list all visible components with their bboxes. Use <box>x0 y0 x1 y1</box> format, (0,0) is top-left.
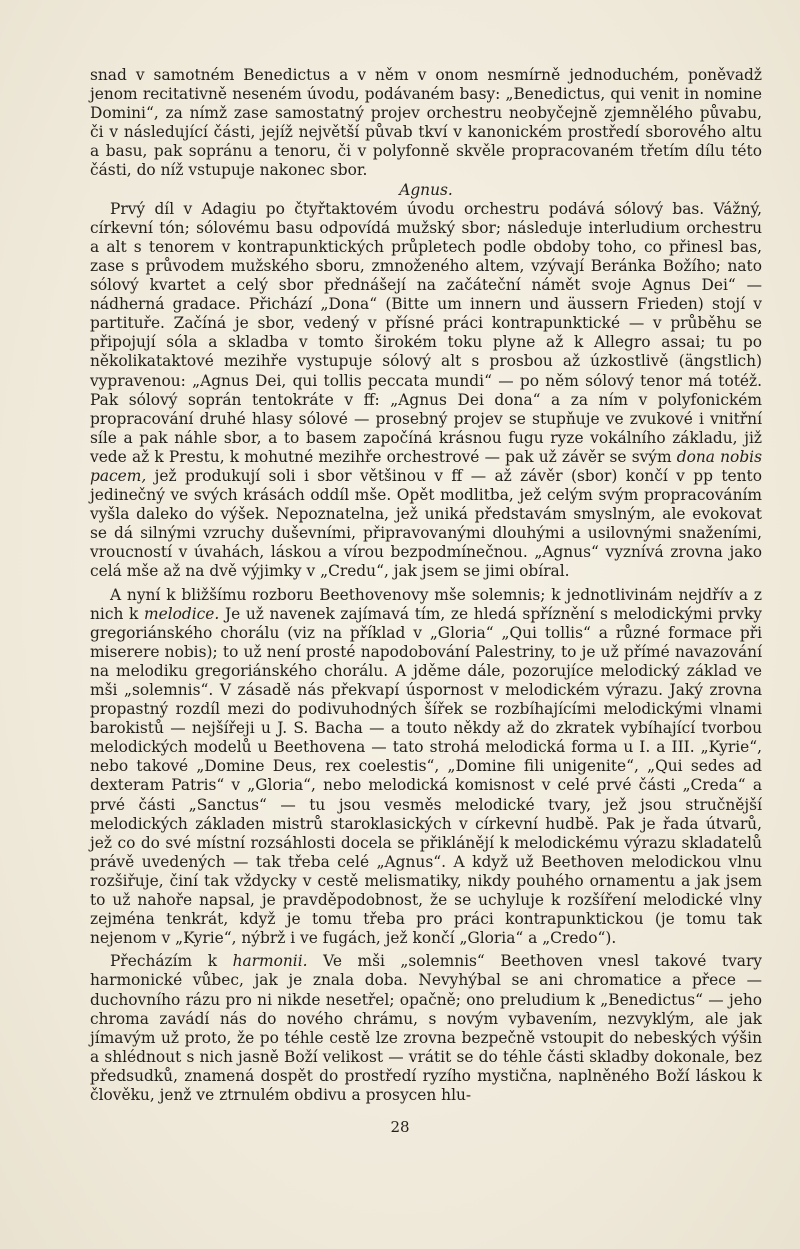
paragraph-melodika-part-a: A nyní k bližšímu rozboru Beethovenovy mše solemnis; k jednotlivinám nejdřív a z nich k <box>90 585 762 623</box>
italic-dona-nobis-pacem: dona nobis pacem, <box>90 447 762 485</box>
paragraph-harmonie-part-b: Ve mši „solemnis“ Beethoven vnesl takové tvary harmonické vůbec, jak je znala doba. Nevyhýbal se ani chromatice a přece — duchovního rázu pro ni nikde nesetřel; opačně; ono preludium k „Benedictus“ — jeho chroma zavádí nás do nového chrámu, s novým vybavením, nezvyklým, ale jak jímavým už proto, že po téhle cestě lze zrovna bezpečně vstoupit do nebeských výšin a shlédnout s nich jasně Boží velikost — vrátit se do téhle části skladby dokonale, bez předsudků, znamená dospět do prostředí ryzího mystična, naplněného Boží láskou k člověku, jenž ve ztrnulém obdivu a prosycen hlu- <box>90 952 763 1104</box>
page-number: 28 <box>390 1118 410 1136</box>
paragraph-melodika-part-b: Je už navenek zajímavá tím, ze hledá spříznění s melodickými prvky gregoriánského chorálu (viz na příklad v „Gloria“ „Qui tollis“ a různé formace při miserere nobis); to už není prosté napodobování Palestriny, to je už přímé navazování na melodiku gregoriánského chorálu. A jděme dále, pozorujíce melodický základ ve mši „solemnis“. V zásadě nás překvapí úspornost v melodickém výrazu. Jaký zrovna propastný rozdíl mezi do podivuhodných šířek se rozbíhajícími melodickými vlnami barokistů — nejšířeji u J. S. Bacha — a touto někdy až do zkratek vybíhající tvorbou melodických modelů u Beethovena — tato strohá melodická forma u I. a III. „Kyrie“, nebo takové „Domine Deus, rex coelestis“, „Domine fili unigenite“, „Qui sedes ad dexteram Patris“ v „Gloria“, nebo melodická komisnost v celé prvé části „Creda“ a prvé části „Sanctus“ — tu jsou vesměs melodické tvary, jež jsou stručnější melodických základen mistrů staroklasických v církevní hudbě. Pak je řada útvarů, jež co do své místní rozsáhlosti docela se přiklánějí k melodickému výrazu skladatelů právě uvedených — tak třeba celé „Agnus“. A když už Beethoven melodickou vlnu rozšiřuje, činí tak vždycky v cestě melismatiky, nikdy pouhého ornamentu a jak jsem to už nahoře napsal, je pravděpodobnost, že se uchyluje k rozšíření melodické vlny zejména tenkrát, když je tomu třeba pro práci kontrapunktickou (je tomu tak nejenom v „Kyrie“, nýbrž i ve fugách, jež končí „Gloria“ a „Credo“). <box>90 604 763 948</box>
paragraph-agnus-part-a: Prvý díl v Adagiu po čtyřtaktovém úvodu orchestru podává sólový bas. Vážný, církevní tón; sólovému basu odpovídá mužský sbor; následuje interludium orchestru a alt s tenorem v kontrapunktických průpletech podle obdoby toho, co přinesl bas, zase s průvodem mužského sboru, zmnoženého altem, vzývají Beránka Božího; nato sólový kvartet a celý sbor přednášejí na začáteční námět svoje Agnus Dei“ — nádherná gradace. Přichází „Dona“ (Bitte um innern und äussern Frieden) stojí v partituře. Začíná je sbor, vedený v přísné práci kontrapunktické — v průběhu se připojují sóla a skladba v tomto širokém toku plyne až k Allegro assai; tu po několikataktové mezihře vystupuje sólový alt s prosbou až úzkostlivě (ängstlich) vypravenou: „Agnus Dei, qui tollis peccata mundi“ — po něm sólový tenor má totéž. Pak sólový soprán tentokráte v ff: „Agnus Dei dona“ a za ním v polyfonickém propracování druhé hlasy sólové — prosebný projev se stupňuje ve zvukové i vnitřní síle a pak náhle sbor, a to basem započíná krásnou fugu ryze vokálního základu, již vede až k Prestu, k mohutné mezihře orchestrové — pak už závěr se svým <box>90 199 762 466</box>
italic-harmonii: harmonii. <box>232 952 308 971</box>
paragraph-harmonie-part-a: Přecházím k <box>110 952 233 971</box>
paragraph-melodika <box>90 586 762 949</box>
page-body <box>90 66 762 1105</box>
italic-melodice: melodice. <box>144 604 220 623</box>
paragraph-agnus-part-b: jež produkují soli i sbor většinou v ff — až závěr (sbor) končí v pp tento jedinečný ve svých krásách oddíl mše. Opět modlitba, jež celým svým propracováním vyšla daleko do výšek. Nepoznatelna, jež uniká představám smyslným, ale evokovat se dá silnými vzruchy duševními, připravovanými dlouhými a usilovnými snaženími, vroucností v úvahách, láskou a vírou bezpodmínečnou. „Agnus“ vyznívá zrovna jako celá mše až na dvě výjimky v „Credu“, jak jsem se jimi obíral. <box>90 466 762 581</box>
paragraph-agnus <box>90 200 762 582</box>
section-heading-agnus: Agnus. <box>399 180 453 199</box>
paragraph-benedictus: snad v samotném Benedictus a v něm v onom nesmírně jednoduchém, poněvadž jenom recitativně neseném úvodu, podávaném basy: „Benedictus, qui venit in nomine Domini“, za nímž zase samostatný projev orchestru neobyčejně zjemnělého půvabu, či v následující části, jejíž největší půvab tkví v kanonickém prostředí sborového altu a basu, pak sopránu a tenoru, či v polyfonně skvěle propracovaném třetím dílu této části, do níž vstupuje nakonec sbor. <box>90 66 762 180</box>
paragraph-harmonie <box>90 952 762 1105</box>
